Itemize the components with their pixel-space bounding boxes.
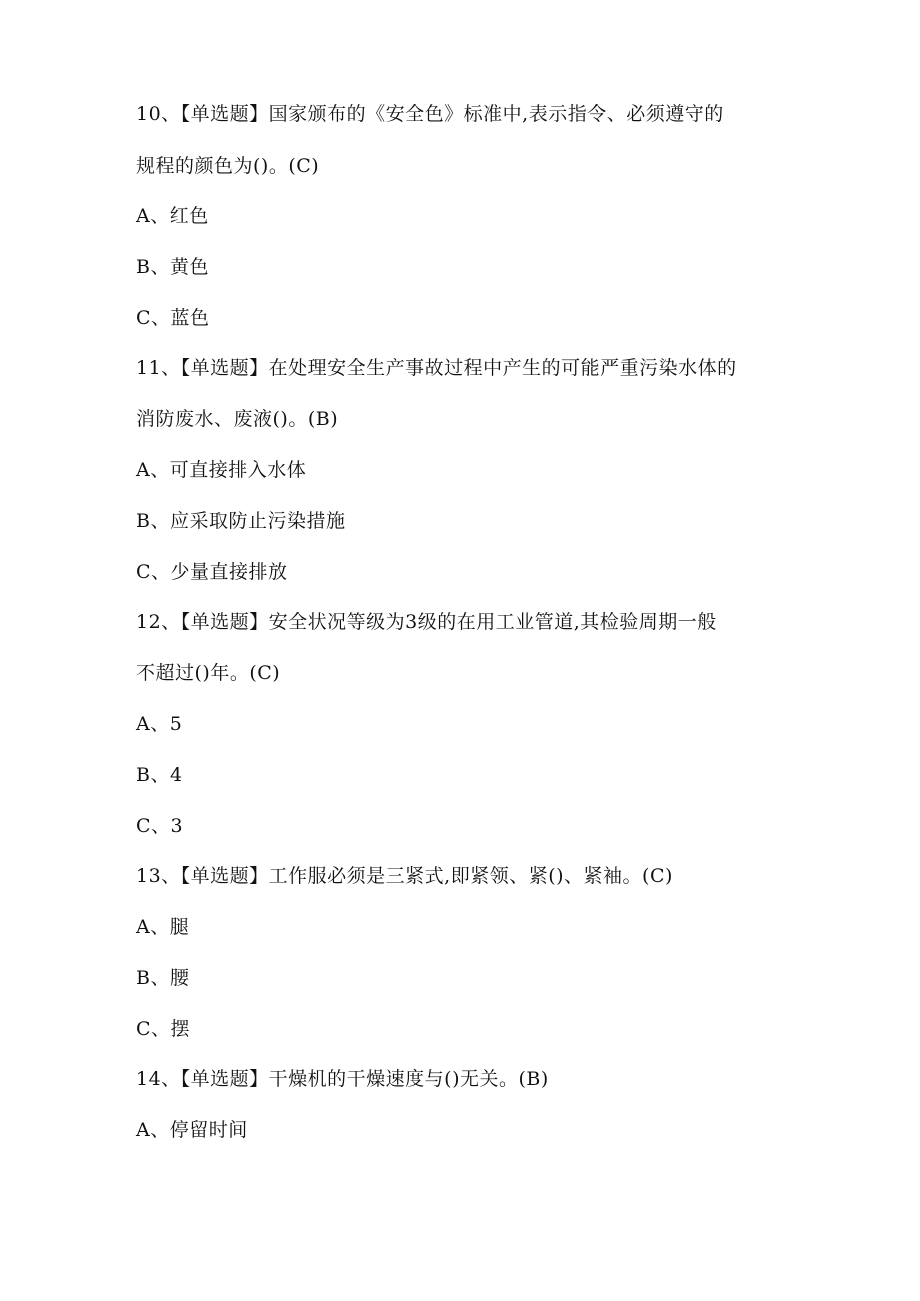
question-11-option-c: C、少量直接排放 [136,561,288,583]
question-11-option-a: A、可直接排入水体 [136,459,307,481]
question-12-stem-line-1: 12、【单选题】安全状况等级为3级的在用工业管道,其检验周期一般 [136,611,717,633]
question-13-option-a: A、腿 [136,916,190,938]
question-10-option-c: C、蓝色 [136,307,210,329]
question-11-option-b: B、应采取防止污染措施 [136,510,346,532]
question-12-option-b: B、4 [136,764,183,786]
question-13-option-b: B、腰 [136,967,190,989]
question-11-stem-line-1: 11、【单选题】在处理安全生产事故过程中产生的可能严重污染水体的 [136,357,737,379]
question-10-stem-line-2: 规程的颜色为()。(C) [136,155,320,177]
question-10-option-b: B、黄色 [136,256,209,278]
question-14-stem-line-1: 14、【单选题】干燥机的干燥速度与()无关。(B) [136,1068,549,1090]
question-13-stem-line-1: 13、【单选题】工作服必须是三紧式,即紧领、紧()、紧袖。(C) [136,865,673,887]
question-12-stem-line-2: 不超过()年。(C) [136,662,281,684]
question-10-option-a: A、红色 [136,205,209,227]
question-12-option-a: A、5 [136,713,183,735]
question-10-stem-line-1: 10、【单选题】国家颁布的《安全色》标准中,表示指令、必须遵守的 [136,103,724,125]
question-12-option-c: C、3 [136,815,184,837]
question-14-option-a: A、停留时间 [136,1119,248,1141]
question-11-stem-line-2: 消防废水、废液()。(B) [136,408,339,430]
question-13-option-c: C、摆 [136,1018,191,1040]
